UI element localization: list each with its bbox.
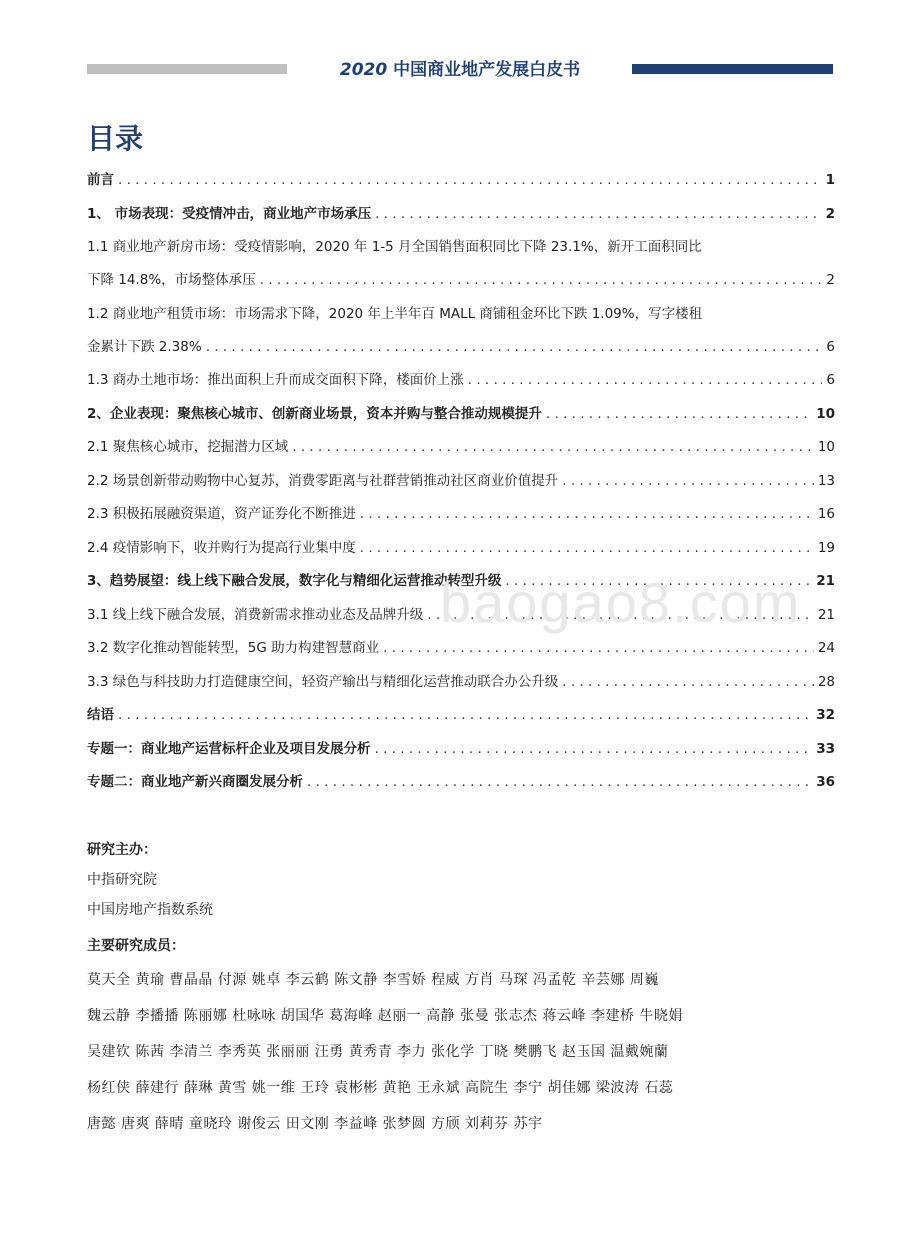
toc-entry[interactable] xyxy=(87,705,835,725)
watermark: baogao8.com xyxy=(440,571,802,634)
toc-entry-text-cont: 金累计下跌 2.38% xyxy=(87,338,202,355)
toc-page-number: 16 xyxy=(817,506,835,522)
toc-leader-dots xyxy=(562,672,814,692)
header-title xyxy=(300,55,620,80)
toc-entry[interactable] xyxy=(87,471,835,491)
toc-page-number: 32 xyxy=(816,707,835,723)
toc-page-number: 2 xyxy=(826,272,835,288)
toc-page-number: 1 xyxy=(825,172,835,188)
toc-entry[interactable] xyxy=(87,204,835,224)
toc-entry-text: 1.1 商业地产新房市场：受疫情影响，2020 年 1-5 月全国销售面积同比下降 23.1%，新开工面积同比 xyxy=(87,239,702,255)
toc-entry-text: 3.2 数字化推动智能转型，5G 助力构建智慧商业 xyxy=(87,640,380,656)
toc-leader-dots xyxy=(562,471,814,491)
members-line: 莫天全 黄瑜 曹晶晶 付源 姚卓 李云鹤 陈文静 李雪娇 程威 方肖 马琛 冯孟乾 辛芸娜 周巍 xyxy=(87,972,659,988)
toc-entry-text: 2.1 聚焦核心城市，挖掘潜力区域 xyxy=(87,439,289,455)
toc-page-number: 33 xyxy=(816,740,835,757)
toc-entry[interactable] xyxy=(87,538,835,558)
header-year: 2020 xyxy=(339,60,388,80)
members-line: 杨红侠 薛建行 薛琳 黄雪 姚一维 王玲 袁彬彬 黄艳 王永斌 高院生 李宁 胡佳娜 梁波涛 石蕊 xyxy=(87,1080,674,1096)
members-label: 主要研究成员： xyxy=(87,938,185,954)
header-bar-left xyxy=(87,64,287,74)
toc-entry-text-cont: 下降 14.8%，市场整体承压 xyxy=(87,272,256,288)
toc-leader-dots xyxy=(118,705,812,725)
toc-leader-dots xyxy=(375,204,822,224)
toc-leader-dots xyxy=(375,739,813,759)
table-of-contents xyxy=(87,170,835,806)
header-title-text: 中国商业地产发展白皮书 xyxy=(393,60,581,80)
toc-entry[interactable] xyxy=(87,370,835,390)
toc-entry[interactable] xyxy=(87,638,835,658)
toc-page-number: 19 xyxy=(817,539,835,556)
members-line: 魏云静 李播播 陈丽娜 杜咏咏 胡国华 葛海峰 赵丽一 高静 张曼 张志杰 蒋云峰 李建桥 牛晓娟 xyxy=(87,1008,683,1024)
toc-entry-text: 2.3 积极拓展融资渠道，资产证券化不断推进 xyxy=(87,506,356,522)
toc-page-number: 6 xyxy=(826,372,835,388)
toc-leader-dots xyxy=(427,605,814,625)
page-title: 目录 xyxy=(87,122,144,155)
toc-entry-text: 3、趋势展望：线上线下融合发展，数字化与精细化运营推动转型升级 xyxy=(87,573,502,589)
toc-leader-dots xyxy=(505,571,812,591)
toc-entry-text: 3.1 线上线下融合发展，消费新需求推动业态及品牌升级 xyxy=(87,606,424,623)
sponsor-item: 中国房地产指数系统 xyxy=(87,902,213,918)
credits xyxy=(87,840,847,1146)
toc-entry-text: 专题二：商业地产新兴商圈发展分析 xyxy=(87,774,303,790)
toc-entry-text: 1、 市场表现：受疫情冲击，商业地产市场承压 xyxy=(87,205,372,222)
toc-entry[interactable] xyxy=(87,571,835,591)
toc-entry[interactable] xyxy=(87,304,835,357)
toc-entry-text: 2.4 疫情影响下，收并购行为提高行业集中度 xyxy=(87,539,356,556)
members-line: 吴建钦 陈茜 李清兰 李秀英 张丽丽 汪勇 黄秀青 李力 张化学 丁晓 樊鹏飞 赵玉国 温戴婉蘭 xyxy=(87,1044,669,1060)
toc-page-number: 36 xyxy=(816,774,835,790)
toc-page-number: 21 xyxy=(817,606,835,623)
toc-leader-dots xyxy=(118,170,822,190)
toc-entry-text: 前言 xyxy=(87,172,114,188)
toc-page-number: 13 xyxy=(817,472,835,489)
toc-leader-dots xyxy=(360,504,814,524)
toc-leader-dots xyxy=(360,538,814,558)
toc-leader-dots xyxy=(468,370,823,390)
toc-entry[interactable] xyxy=(87,404,835,424)
toc-page-number: 24 xyxy=(817,640,835,656)
toc-page-number: 28 xyxy=(817,673,835,690)
toc-leader-dots xyxy=(206,337,823,357)
toc-entry[interactable] xyxy=(87,504,835,524)
page-header xyxy=(0,54,920,84)
toc-entry-text: 3.3 绿色与科技助力打造健康空间，轻资产输出与精细化运营推动联合办公升级 xyxy=(87,673,559,690)
toc-entry[interactable] xyxy=(87,237,835,290)
toc-entry-text: 专题一：商业地产运营标杆企业及项目发展分析 xyxy=(87,740,371,757)
members-line: 唐懿 唐爽 薛晴 童晓玲 谢俊云 田文刚 李益峰 张梦圆 方颀 刘莉芬 苏宇 xyxy=(87,1116,543,1132)
toc-leader-dots xyxy=(307,772,812,792)
toc-leader-dots xyxy=(260,270,823,290)
toc-entry[interactable] xyxy=(87,772,835,792)
toc-entry[interactable] xyxy=(87,437,835,457)
toc-entry-text: 结语 xyxy=(87,707,114,723)
toc-entry-text: 2.2 场景创新带动购物中心复苏，消费零距离与社群营销推动社区商业价值提升 xyxy=(87,472,559,489)
toc-page-number: 2 xyxy=(825,205,835,222)
toc-leader-dots xyxy=(383,638,814,658)
toc-entry[interactable] xyxy=(87,739,835,759)
toc-entry-text: 2、企业表现：聚焦核心城市、创新商业场景，资本并购与整合推动规模提升 xyxy=(87,405,542,422)
toc-page-number: 21 xyxy=(816,573,835,589)
toc-entry[interactable] xyxy=(87,672,835,692)
toc-entry-text: 1.2 商业地产租赁市场：市场需求下降，2020 年上半年百 MALL 商铺租金环比下跌 1.09%，写字楼租 xyxy=(87,305,703,322)
toc-leader-dots xyxy=(292,437,814,457)
header-bar-right xyxy=(632,64,833,74)
toc-page-number: 6 xyxy=(826,338,835,355)
toc-entry[interactable] xyxy=(87,605,835,625)
toc-entry-text: 1.3 商办土地市场：推出面积上升而成交面积下降，楼面价上涨 xyxy=(87,372,464,388)
sponsor-item: 中指研究院 xyxy=(87,872,157,888)
toc-page-number: 10 xyxy=(816,405,835,422)
toc-page-number: 10 xyxy=(817,439,835,455)
toc-entry[interactable] xyxy=(87,170,835,190)
sponsor-label: 研究主办： xyxy=(87,842,157,858)
toc-leader-dots xyxy=(546,404,812,424)
